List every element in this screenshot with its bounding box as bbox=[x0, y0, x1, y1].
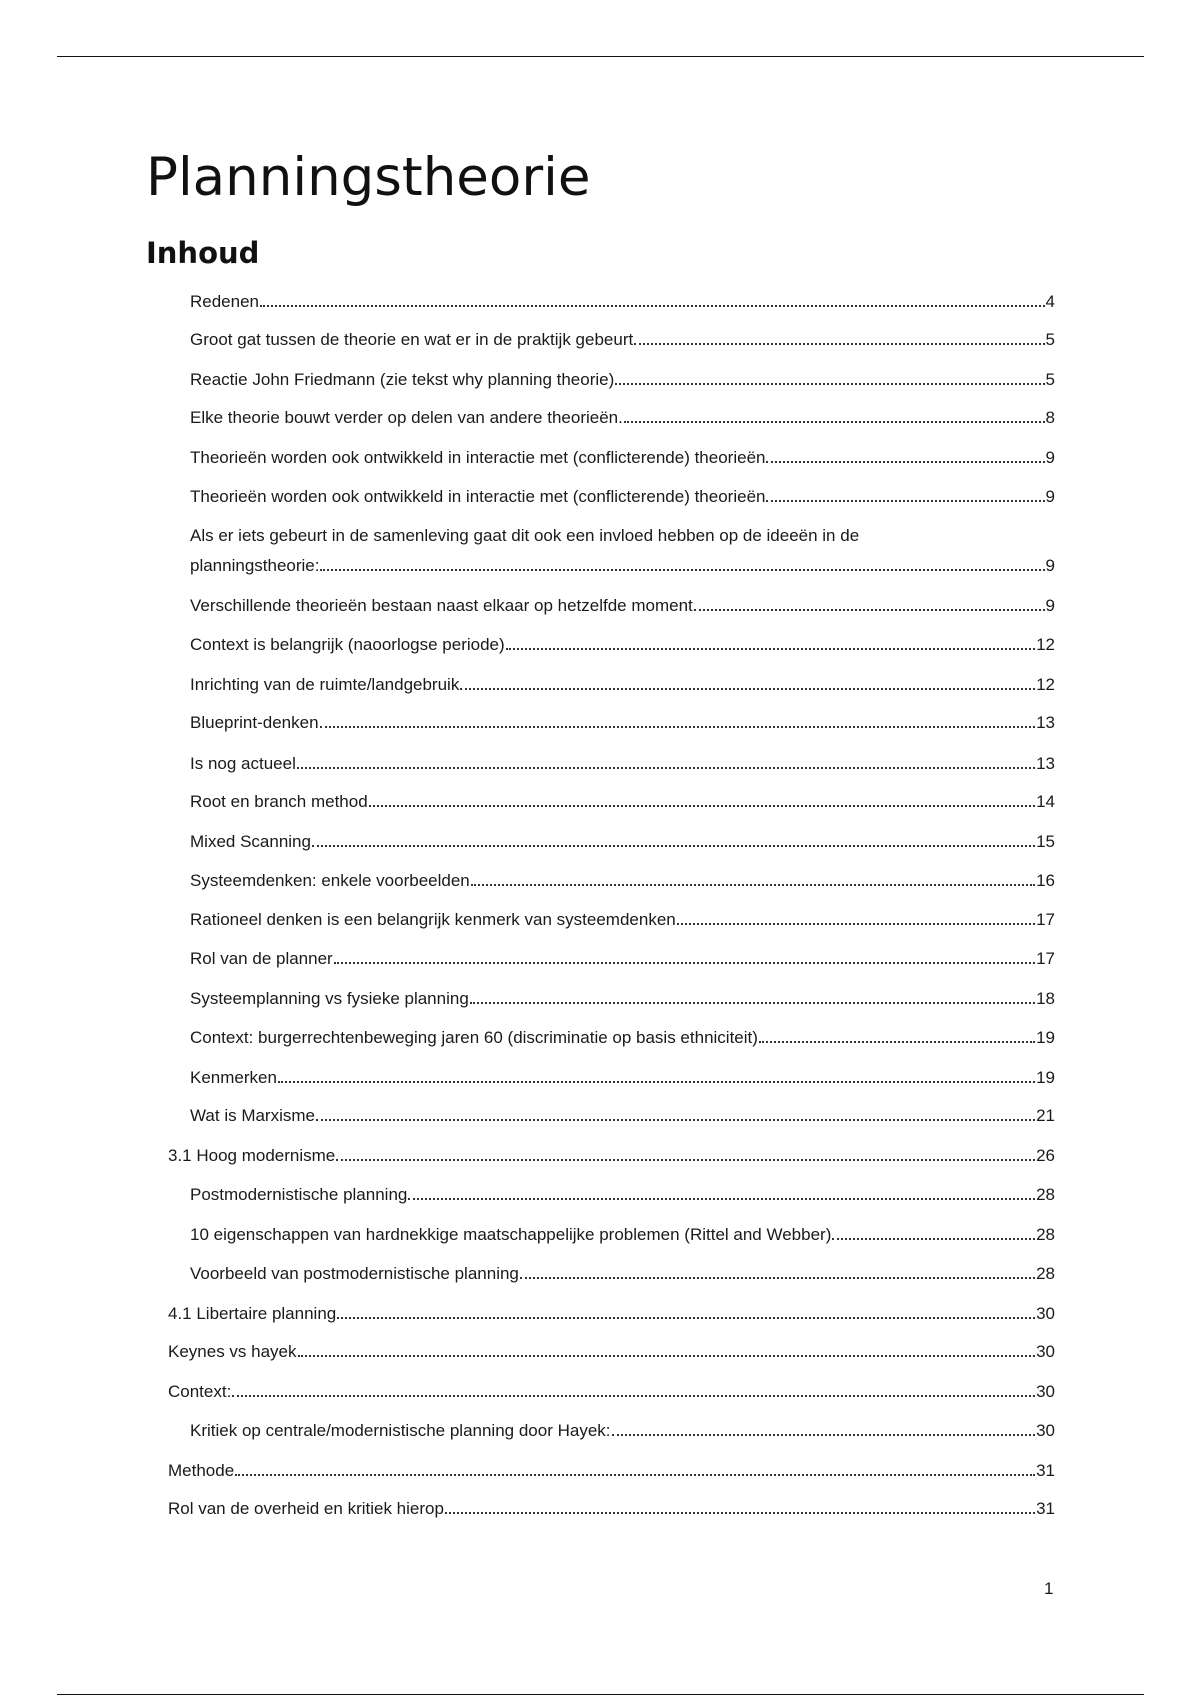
toc-entry-text: Redenen bbox=[190, 292, 260, 311]
toc-entry[interactable] bbox=[190, 326, 1055, 354]
toc-entry-text: Rol van de planner bbox=[190, 949, 333, 968]
toc-leader bbox=[615, 383, 1044, 385]
toc-leader bbox=[471, 884, 1035, 886]
toc-leader bbox=[624, 421, 1045, 423]
toc-entry-text: Theorieën worden ook ontwikkeld in interactie met (conflicterende) theorieën bbox=[190, 487, 766, 506]
toc-entry[interactable] bbox=[168, 1300, 1055, 1328]
toc-entry-text: Postmodernistische planning bbox=[190, 1185, 408, 1204]
toc-entry-text: Wat is Marxisme bbox=[190, 1106, 315, 1125]
toc-leader bbox=[235, 1474, 1035, 1476]
toc-entry-text: Verschillende theorieën bestaan naast elkaar op hetzelfde moment bbox=[190, 596, 693, 615]
toc-entry-text: Reactie John Friedmann (zie tekst why planning theorie) bbox=[190, 370, 615, 389]
toc-entry[interactable] bbox=[190, 444, 1055, 472]
toc-entry-page: 19 bbox=[1036, 1028, 1055, 1047]
toc-entry[interactable] bbox=[190, 366, 1055, 394]
toc-entry-text: Context: bbox=[168, 1382, 232, 1401]
toc-entry-page: 28 bbox=[1036, 1225, 1055, 1244]
toc-leader bbox=[337, 1317, 1035, 1319]
toc-entry[interactable] bbox=[190, 1102, 1055, 1130]
toc-entry-page: 19 bbox=[1036, 1068, 1055, 1087]
toc-entry[interactable] bbox=[190, 985, 1055, 1013]
toc-entry-text: Systeemdenken: enkele voorbeelden bbox=[190, 871, 470, 890]
toc-leader bbox=[297, 767, 1035, 769]
toc-leader bbox=[445, 1512, 1035, 1514]
toc-leader bbox=[470, 1002, 1035, 1004]
toc-entry-page: 28 bbox=[1036, 1185, 1055, 1204]
toc-heading: Inhoud bbox=[146, 236, 260, 270]
toc-entry-page: 16 bbox=[1036, 871, 1055, 890]
toc-leader bbox=[766, 500, 1044, 502]
toc-entry-page: 12 bbox=[1036, 675, 1055, 694]
toc-entry-page: 31 bbox=[1036, 1499, 1055, 1518]
toc-entry-page: 30 bbox=[1036, 1304, 1055, 1323]
toc-leader bbox=[506, 648, 1035, 650]
toc-leader bbox=[369, 805, 1035, 807]
toc-entry[interactable] bbox=[190, 631, 1055, 659]
toc-leader bbox=[694, 609, 1045, 611]
toc-entry-page: 30 bbox=[1036, 1342, 1055, 1361]
toc-entry[interactable] bbox=[190, 404, 1055, 432]
toc-entry-page: 21 bbox=[1036, 1106, 1055, 1125]
toc-entry-text-line1: Als er iets gebeurt in de samenleving gaat dit ook een invloed hebben op de ideeën in de bbox=[190, 526, 860, 545]
toc-leader bbox=[232, 1395, 1035, 1397]
toc-entry[interactable] bbox=[190, 709, 1055, 737]
toc-entry[interactable] bbox=[190, 750, 1055, 778]
toc-leader bbox=[316, 1119, 1035, 1121]
toc-leader bbox=[320, 569, 1044, 571]
toc-entry-page: 9 bbox=[1045, 448, 1055, 467]
toc-entry-text: Inrichting van de ruimte/landgebruik bbox=[190, 675, 460, 694]
toc-entry-page: 15 bbox=[1036, 832, 1055, 851]
toc-entry-page: 12 bbox=[1036, 635, 1055, 654]
toc-entry[interactable] bbox=[190, 945, 1055, 973]
toc-entry[interactable] bbox=[190, 828, 1055, 856]
toc-entry-page: 31 bbox=[1036, 1461, 1055, 1480]
toc-entry-page: 13 bbox=[1036, 713, 1055, 732]
toc-entry-page: 14 bbox=[1036, 792, 1055, 811]
toc-leader bbox=[634, 343, 1044, 345]
toc-entry-text: 10 eigenschappen van hardnekkige maatschappelijke problemen (Rittel and Webber) bbox=[190, 1225, 832, 1244]
toc-entry[interactable] bbox=[168, 1378, 1055, 1406]
toc-entry[interactable] bbox=[190, 867, 1055, 895]
toc-entry-page: 26 bbox=[1036, 1146, 1055, 1165]
toc-entry-page: 28 bbox=[1036, 1264, 1055, 1283]
toc-entry[interactable] bbox=[190, 788, 1055, 816]
toc-entry-text: Is nog actueel bbox=[190, 754, 296, 773]
toc-entry-page: 4 bbox=[1045, 292, 1055, 311]
toc-entry[interactable] bbox=[190, 592, 1055, 620]
toc-entry-multiline[interactable] bbox=[190, 522, 1055, 580]
toc-entry[interactable] bbox=[190, 1260, 1055, 1288]
toc-entry[interactable] bbox=[168, 1142, 1055, 1170]
toc-leader bbox=[612, 1434, 1036, 1436]
toc-leader bbox=[460, 688, 1035, 690]
toc-entry[interactable] bbox=[190, 483, 1055, 511]
toc-entry-text: Methode bbox=[168, 1461, 235, 1480]
toc-entry-page: 18 bbox=[1036, 989, 1055, 1008]
toc-entry-text: Context: burgerrechtenbeweging jaren 60 (discriminatie op basis ethniciteit) bbox=[190, 1028, 758, 1047]
toc-leader bbox=[320, 726, 1036, 728]
toc-entry-text: Root en branch method bbox=[190, 792, 368, 811]
toc-entry-text: Groot gat tussen de theorie en wat er in de praktijk gebeurt bbox=[190, 330, 634, 349]
toc-leader bbox=[766, 461, 1044, 463]
toc-leader bbox=[759, 1041, 1035, 1043]
document-title: Planningstheorie bbox=[146, 147, 591, 208]
toc-entry[interactable] bbox=[190, 671, 1055, 699]
toc-entry[interactable] bbox=[168, 1457, 1055, 1485]
toc-entry[interactable] bbox=[190, 1181, 1055, 1209]
toc-leader bbox=[312, 845, 1035, 847]
toc-entry-text: 4.1 Libertaire planning bbox=[168, 1304, 337, 1323]
toc-entry-text: Blueprint-denken bbox=[190, 713, 319, 732]
toc-entry-page: 30 bbox=[1036, 1382, 1055, 1401]
toc-entry[interactable] bbox=[190, 1024, 1055, 1052]
toc-entry-page: 9 bbox=[1045, 487, 1055, 506]
toc-entry-text: Rationeel denken is een belangrijk kenmerk van systeemdenken bbox=[190, 910, 676, 929]
toc-entry-text: Kritiek op centrale/modernistische planning door Hayek: bbox=[190, 1421, 611, 1440]
toc-leader bbox=[408, 1198, 1035, 1200]
footer-rule bbox=[57, 1694, 1144, 1695]
toc-entry[interactable] bbox=[190, 288, 1055, 316]
toc-entry[interactable] bbox=[190, 1417, 1055, 1445]
toc-entry-text: Voorbeeld van postmodernistische planning bbox=[190, 1264, 519, 1283]
toc-entry-text: Rol van de overheid en kritiek hierop bbox=[168, 1499, 444, 1518]
toc-entry[interactable] bbox=[190, 1221, 1055, 1249]
toc-entry-text: Systeemplanning vs fysieke planning bbox=[190, 989, 469, 1008]
toc-entry-page: 17 bbox=[1036, 949, 1055, 968]
toc-leader bbox=[260, 305, 1045, 307]
toc-entry-page: 13 bbox=[1036, 754, 1055, 773]
toc-entry-text: Keynes vs hayek bbox=[168, 1342, 297, 1361]
toc-entry[interactable] bbox=[168, 1495, 1055, 1523]
toc-entry-page: 5 bbox=[1045, 370, 1055, 389]
toc-entry[interactable] bbox=[168, 1338, 1055, 1366]
toc-entry-page: 9 bbox=[1045, 556, 1055, 575]
toc-entry[interactable] bbox=[190, 1064, 1055, 1092]
toc-entry-text: Theorieën worden ook ontwikkeld in interactie met (conflicterende) theorieën bbox=[190, 448, 766, 467]
toc-entry-page: 9 bbox=[1045, 596, 1055, 615]
toc-leader bbox=[334, 962, 1035, 964]
toc-entry-page: 30 bbox=[1036, 1421, 1055, 1440]
toc-entry-text: Context is belangrijk (naoorlogse periode) bbox=[190, 635, 505, 654]
page-number: 1 bbox=[1044, 1579, 1054, 1598]
toc-entry-page: 5 bbox=[1045, 330, 1055, 349]
toc-entry-text: 3.1 Hoog modernisme bbox=[168, 1146, 336, 1165]
toc-leader bbox=[520, 1277, 1035, 1279]
toc-entry-page: 17 bbox=[1036, 910, 1055, 929]
toc-entry-text: Mixed Scanning bbox=[190, 832, 311, 851]
toc-entry-text: Elke theorie bouwt verder op delen van andere theorieën. bbox=[190, 408, 623, 427]
toc-entry-text: Kenmerken bbox=[190, 1068, 277, 1087]
toc-leader bbox=[677, 923, 1035, 925]
toc-leader bbox=[298, 1355, 1036, 1357]
toc-leader bbox=[336, 1159, 1035, 1161]
toc-leader bbox=[278, 1081, 1035, 1083]
toc-leader bbox=[832, 1238, 1035, 1240]
toc-entry[interactable] bbox=[190, 906, 1055, 934]
toc-entry-text: planningstheorie: bbox=[190, 556, 320, 575]
toc-entry-page: 8 bbox=[1045, 408, 1055, 427]
